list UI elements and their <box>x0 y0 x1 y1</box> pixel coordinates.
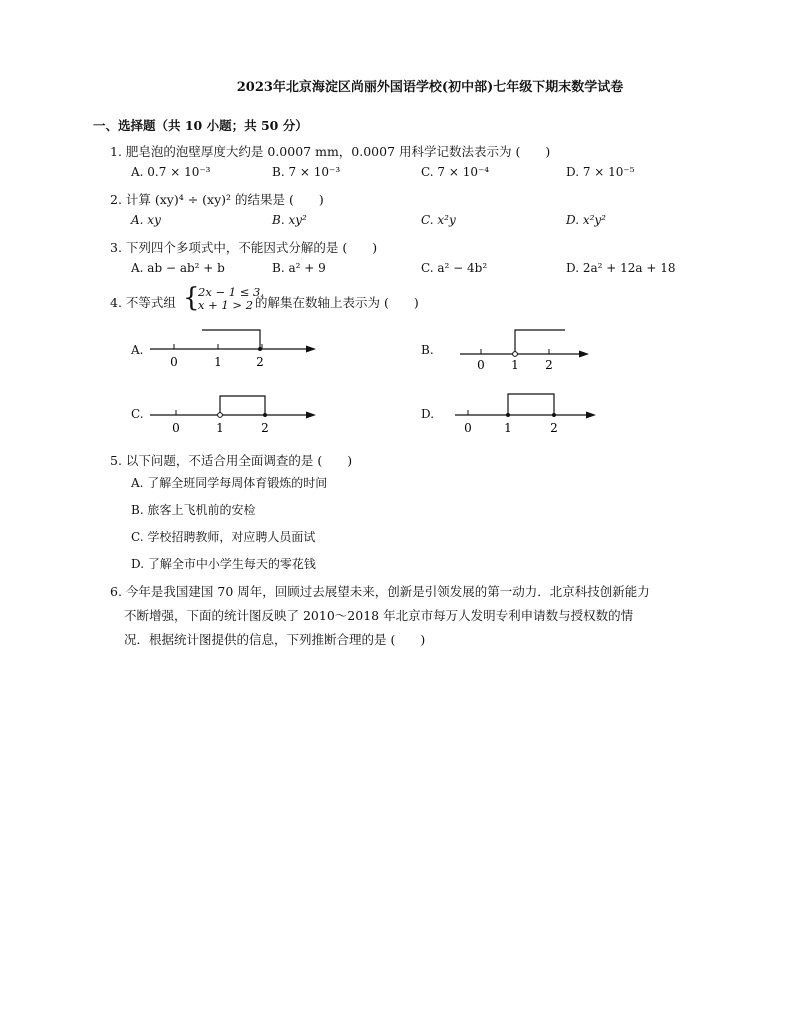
axis-arrow <box>306 346 316 353</box>
q1-option-b[interactable]: B. 7 × 10⁻³ <box>272 165 341 179</box>
solid-endpoint <box>258 347 262 351</box>
axis-arrow <box>579 351 589 358</box>
q4-option-b-number-line[interactable] <box>455 322 605 372</box>
tick-label-2: 2 <box>256 355 264 369</box>
system-line-2: x + 1 > 2 <box>198 298 254 312</box>
q5-option-b[interactable]: B. 旅客上飞机前的安检 <box>131 503 256 517</box>
tick-label-2: 2 <box>550 421 558 435</box>
q3-option-d[interactable]: D. 2a² + 12a + 18 <box>566 261 676 275</box>
tick-label-2: 2 <box>545 358 553 372</box>
solution-bracket <box>202 330 260 349</box>
tick-label-1: 1 <box>511 358 519 372</box>
tick-label-0: 0 <box>477 358 485 372</box>
q5-option-c[interactable]: C. 学校招聘教师，对应聘人员面试 <box>131 530 316 544</box>
tick-label-1: 1 <box>214 355 222 369</box>
q5-option-d[interactable]: D. 了解全市中小学生每天的零花钱 <box>131 557 316 571</box>
q2-option-c[interactable]: C. x²y <box>421 213 456 227</box>
solid-endpoint-left <box>506 413 510 417</box>
solid-endpoint <box>263 413 267 417</box>
solution-bracket <box>515 330 565 354</box>
q1-option-d[interactable]: D. 7 × 10⁻⁵ <box>566 165 635 179</box>
q2-option-a[interactable]: A. xy <box>131 213 161 227</box>
open-endpoint <box>218 413 223 418</box>
q2-option-d[interactable]: D. x²y² <box>566 213 606 227</box>
q2-option-b[interactable]: B. xy² <box>272 213 307 227</box>
q1-option-a[interactable]: A. 0.7 × 10⁻³ <box>131 165 211 179</box>
q5-option-a[interactable]: A. 了解全班同学每周体育锻炼的时间 <box>131 476 328 490</box>
q1-option-c[interactable]: C. 7 × 10⁻⁴ <box>421 165 490 179</box>
q4-option-b-label[interactable]: B. <box>421 343 434 357</box>
solid-endpoint-right <box>552 413 556 417</box>
q4-option-d-label[interactable]: D. <box>421 407 435 421</box>
q4-option-c-label[interactable]: C. <box>131 407 144 421</box>
axis-arrow <box>586 412 596 419</box>
tick-label-1: 1 <box>504 421 512 435</box>
axis-arrow <box>306 412 316 419</box>
solution-bracket <box>508 394 554 415</box>
tick-label-0: 0 <box>172 421 180 435</box>
tick-label-0: 0 <box>170 355 178 369</box>
open-endpoint <box>513 352 518 357</box>
q3-option-a[interactable]: A. ab − ab² + b <box>131 261 225 275</box>
question-4-suffix: 的解集在数轴上表示为 ( ) <box>255 295 419 310</box>
system-brace: { <box>183 283 200 313</box>
q3-option-c[interactable]: C. a² − 4b² <box>421 261 488 275</box>
q4-option-c-number-line[interactable] <box>150 388 330 438</box>
q4-option-a-number-line[interactable] <box>150 322 330 372</box>
question-5-stem: 5. 以下问题，不适合用全面调查的是 ( ) <box>110 453 353 468</box>
question-4-prefix: 4. 不等式组 <box>110 295 176 310</box>
question-2-stem: 2. 计算 (xy)⁴ ÷ (xy)² 的结果是 ( ) <box>110 192 324 207</box>
tick-label-2: 2 <box>261 421 269 435</box>
q4-option-d-number-line[interactable] <box>450 388 610 438</box>
question-3-stem: 3. 下列四个多项式中，不能因式分解的是 ( ) <box>110 240 378 255</box>
system-line-1: 2x − 1 ≤ 3, <box>198 285 264 299</box>
question-1-stem: 1. 肥皂泡的泡壁厚度大约是 0.0007 mm，0.0007 用科学记数法表示为 ( ) <box>110 144 551 159</box>
solution-bracket <box>220 396 265 415</box>
page-title: 2023年北京海淀区尚丽外国语学校(初中部)七年级下期末数学试卷 <box>236 80 624 95</box>
q3-option-b[interactable]: B. a² + 9 <box>272 261 326 275</box>
question-6-line-3: 况．根据统计图提供的信息，下列推断合理的是 ( ) <box>124 632 426 647</box>
question-6-line-1: 6. 今年是我国建国 70 周年，回顾过去展望未来，创新是引领发展的第一动力．北京科技创新能力 <box>110 584 650 599</box>
section-heading: 一、选择题（共 10 小题；共 50 分） <box>93 118 308 133</box>
tick-label-0: 0 <box>464 421 472 435</box>
q4-option-a-label[interactable]: A. <box>131 343 144 357</box>
tick-label-1: 1 <box>216 421 224 435</box>
question-6-line-2: 不断增强，下面的统计图反映了 2010～2018 年北京市每万人发明专利申请数与授权数的情 <box>124 608 634 623</box>
